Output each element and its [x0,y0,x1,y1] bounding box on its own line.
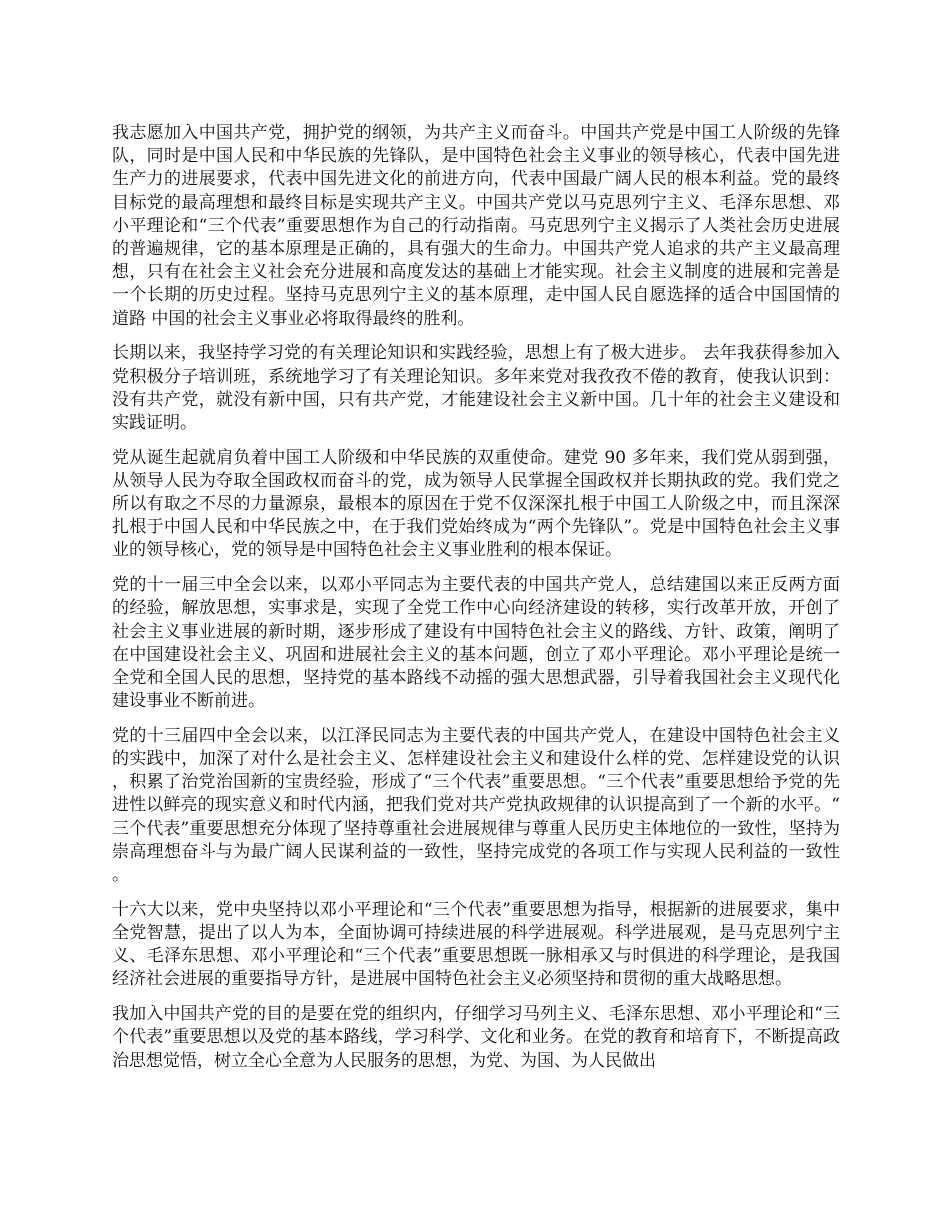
paragraph-3: 党从诞生起就肩负着中国工人阶级和中华民族的双重使命。建党 90 多年来，我们党从弱到强，从领导人民为夺取全国政权而奋斗的党，成为领导人民掌握全国政权并长期执政的党。我们党之所以有取之不尽的力量源泉，最根本的原因在于党不仅深深扎根于中国工人阶级之中，而且深深扎根于中国人民和中华民族之中，在于我们党始终成为“两个先锋队”。党是中国特色社会主义事业的领导核心，党的领导是中国特色社会主义事业胜利的根本保证。 [112,447,840,561]
paragraph-5: 党的十三届四中全会以来，以江泽民同志为主要代表的中国共产党人，在建设中国特色社会主义的实践中，加深了对什么是社会主义、怎样建设社会主义和建设什么样的党、怎样建设党的认识，积累了治党治国新的宝贵经验，形成了“三个代表”重要思想。“三个代表”重要思想给予党的先进性以鲜亮的现实意义和时代内涵，把我们党对共产党执政规律的认识提高到了一个新的水平。“三个代表”重要思想充分体现了坚持尊重社会进展规律与尊重人民历史主体地位的一致性，坚持为崇高理想奋斗与为最广阔人民谋利益的一致性，坚持完成党的各项工作与实现人民利益的一致性。 [112,725,840,886]
paragraph-4: 党的十一届三中全会以来，以邓小平同志为主要代表的中国共产党人，总结建国以来正反两方面的经验，解放思想，实事求是，实现了全党工作中心向经济建设的转移，实行改革开放，开创了社会主义事业进展的新时期，逐步形成了建设有中国特色社会主义的路线、方针、政策，阐明了在中国建设社会主义、巩固和进展社会主义的基本问题，创立了邓小平理论。邓小平理论是统一全党和全国人民的思想，坚持党的基本路线不动摇的强大思想武器，引导着我国社会主义现代化建设事业不断前进。 [112,575,840,712]
paragraph-7: 我加入中国共产党的目的是要在党的组织内，仔细学习马列主义、毛泽东思想、邓小平理论和“三个代表”重要思想以及党的基本路线，学习科学、文化和业务。在党的教育和培育下，不断提高政治思想觉悟，树立全心全意为人民服务的思想，为党、为国、为人民做出 [112,1004,840,1071]
document-page [112,122,840,1084]
paragraph-2: 长期以来，我坚持学习党的有关理论知识和实践经验，思想上有了极大进步。 去年我获得参加入党积极分子培训班，系统地学习了有关理论知识。多年来党对我孜孜不倦的教育，使我认识到：没有共产党，就没有新中国，只有共产党，才能建设社会主义新中国。几十年的社会主义建设和实践证明。 [112,343,840,433]
paragraph-6: 十六大以来，党中央坚持以邓小平理论和“三个代表”重要思想为指导，根据新的进展要求，集中全党智慧，提出了以人为本，全面协调可持续进展的科学进展观。科学进展观，是马克思列宁主义、毛泽东思想、邓小平理论和“三个代表”重要思想既一脉相承又与时俱进的科学理论，是我国经济社会进展的重要指导方针，是进展中国特色社会主义必须坚持和贯彻的重大战略思想。 [112,899,840,990]
paragraph-1: 我志愿加入中国共产党，拥护党的纲领，为共产主义而奋斗。中国共产党是中国工人阶级的先锋队，同时是中国人民和中华民族的先锋队，是中国特色社会主义事业的领导核心，代表中国先进生产力的进展要求，代表中国先进文化的前进方向，代表中国最广阔人民的根本利益。党的最终目标党的最高理想和最终目标是实现共产主义。中国共产党以马克思列宁主义、毛泽东思想、邓小平理论和“三个代表”重要思想作为自己的行动指南。马克思列宁主义揭示了人类社会历史进展的普遍规律，它的基本原理是正确的，具有强大的生命力。中国共产党人追求的共产主义最高理想，只有在社会主义社会充分进展和高度发达的基础上才能实现。社会主义制度的进展和完善是一个长期的历史过程。坚持马克思列宁主义的基本原理，走中国人民自愿选择的适合中国国情的道路 中国的社会主义事业必将取得最终的胜利。 [112,123,840,329]
